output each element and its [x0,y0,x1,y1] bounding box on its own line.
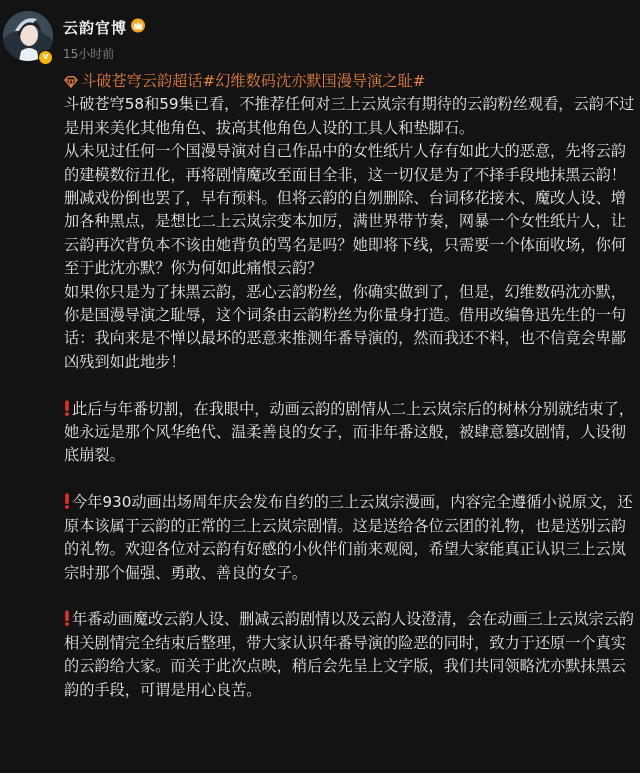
notice-paragraph [64,608,636,702]
topic-tags[interactable] [64,70,636,93]
notice-paragraph [64,491,636,585]
author-name[interactable]: 云韵官博 [63,19,128,37]
notice-paragraph [64,398,636,468]
post-paragraph: 从未见过任何一个国漫导演对自己作品中的女性纸片人存有如此大的恶意，先将云韵的建模数衍丑化，再将剧情魔改至面目全非，这一切仅是为了不择手段地抹黑云韵！ [64,142,626,184]
diamond-icon [64,76,78,88]
spacer [64,468,636,491]
topic-text[interactable]: 斗破苍穹云韵超话#幻维数码沈亦默国漫导演之耻# [81,72,426,90]
post-paragraph: 斗破苍穹58和59集已看，不推荐任何对三上云岚宗有期待的云韵粉丝观看，云韵不过是用来美化其他角色、拔高其他角色人设的工具人和垫脚石。 [64,95,635,137]
exclamation-icon [64,400,70,416]
post-header [0,0,640,70]
spacer [64,585,636,608]
exclamation-icon [64,610,70,626]
post-time: 15小时前 [63,47,115,61]
post-paragraph: 删减戏份倒也罢了，早有预料。但将云韵的自刎删除、台词移花接木、魔改人设、增加各种黑点，是想比二上云岚宗变本加厉，满世界带节奏，网暴一个女性纸片人，让云韵再次背负本不该由她背负的骂名是吗？她即将下线，只需要一个体面收场，你何至于此沈亦默？你为何如此痛恨云韵？ [64,189,626,278]
notice-text: 年番动画魔改云韵人设、删减云韵剧情以及云韵人设澄清，会在动画三上云岚宗云韵相关剧情完全结束后整理，带大家认识年番导演的险恶的同时，致力于还原一个真实的云韵给大家。而关于此次点映，稍后会先呈上文字版，我们共同领略沈亦默抹黑云韵的手段，可谓是用心良苦。 [64,610,634,699]
notice-text: 此后与年番切割，在我眼中，动画云韵的剧情从二上云岚宗后的树林分别就结束了，她永远是那个风华绝代、温柔善良的女子，而非年番这般，被肆意篡改剧情，人设彻底崩裂。 [64,399,634,465]
spacer [64,374,636,397]
notice-text: 今年930动画出场周年庆会发布自约的三上云岚宗漫画，内容完全遵循小说原文，还原本该属于云韵的正常的三上云岚宗剧情。这是送给各位云团的礼物，也是送别云韵的礼物。欢迎各位对云韵有好感的小伙伴们前来观阅，希望大家能真正认识三上云岚宗时那个倔强、勇敢、善良的女子。 [64,493,633,582]
crown-icon [130,17,146,33]
exclamation-icon [64,493,70,509]
post-paragraph: 如果你只是为了抹黑云韵，恶心云韵粉丝，你确实做到了，但是，幻维数码沈亦默，你是国漫导演之耻辱，这个词条由云韵粉丝为你量身打造。借用改编鲁迅先生的一句话：我向来是不惮以最坏的恶意来推测年番导演的，然而我还不料，也不信竟会卑鄙凶残到如此地步！ [64,282,626,371]
post-content [64,70,636,702]
v-verified-icon: v [38,50,53,65]
